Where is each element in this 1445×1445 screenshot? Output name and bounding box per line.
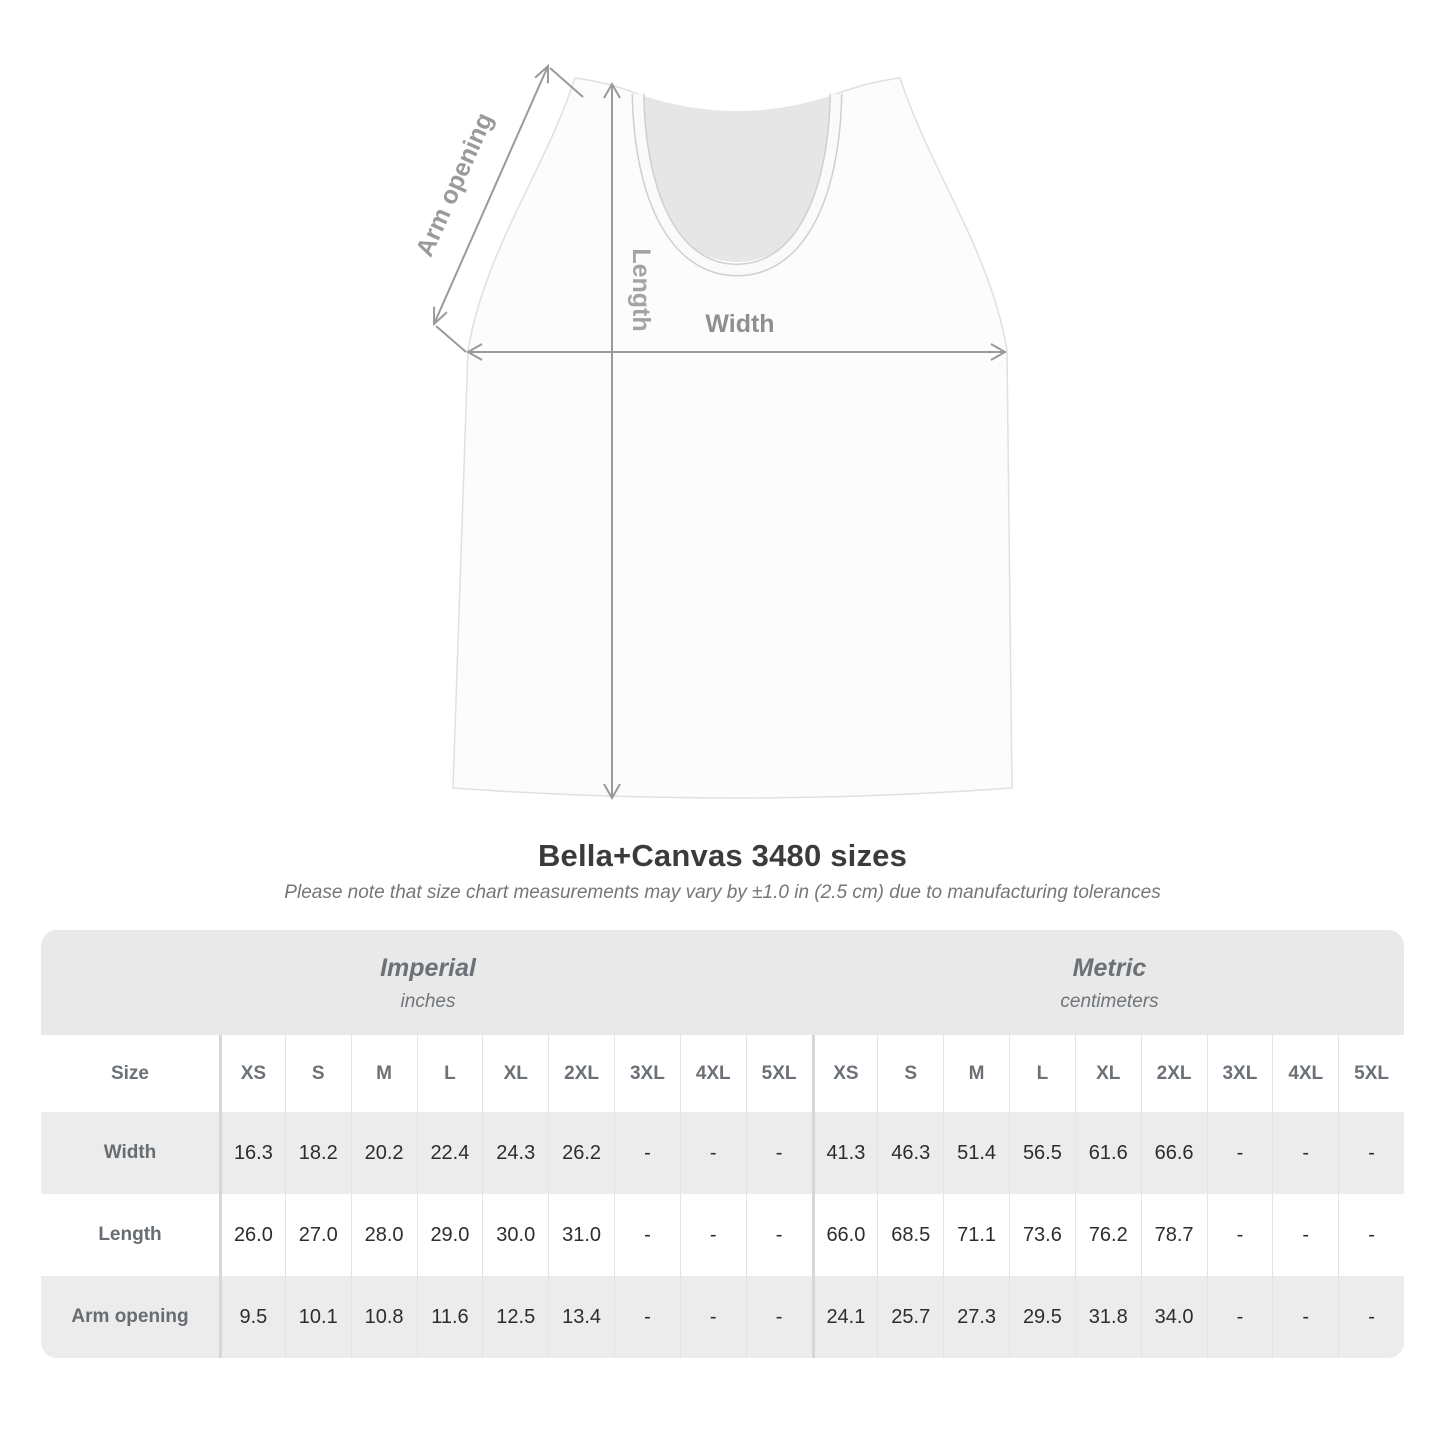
value-cell: -	[680, 1194, 746, 1276]
tolerance-note: Please note that size chart measurements may vary by ±1.0 in (2.5 cm) due to manufacturing tolerances	[284, 882, 1161, 903]
value-cell: -	[1207, 1112, 1273, 1194]
value-cell: 66.6	[1141, 1112, 1207, 1194]
row-label: Length	[41, 1194, 219, 1276]
value-cell: 10.1	[285, 1276, 351, 1358]
unit-band	[41, 930, 1404, 1035]
arm-opening-label: Arm opening	[410, 108, 499, 261]
value-cell: 11.6	[417, 1276, 483, 1358]
value-cell: 29.5	[1009, 1276, 1075, 1358]
size-grid	[41, 1035, 1404, 1358]
size-header-cell: M	[351, 1035, 417, 1112]
value-cell: -	[614, 1112, 680, 1194]
title-block	[0, 838, 1445, 904]
row-label: Arm opening	[41, 1276, 219, 1358]
value-cell: -	[1338, 1276, 1404, 1358]
value-cell: 10.8	[351, 1276, 417, 1358]
value-cell: -	[614, 1194, 680, 1276]
value-cell: 24.1	[812, 1276, 878, 1358]
metric-unit-label: centimeters	[1060, 991, 1159, 1012]
value-cell: 9.5	[219, 1276, 285, 1358]
metric-label: Metric	[1072, 954, 1147, 982]
value-cell: -	[1272, 1112, 1338, 1194]
size-header-cell: XL	[482, 1035, 548, 1112]
value-cell: 34.0	[1141, 1276, 1207, 1358]
value-cell: 68.5	[877, 1194, 943, 1276]
size-column-header: Size	[41, 1035, 219, 1112]
size-header-cell: XL	[1075, 1035, 1141, 1112]
value-cell: 31.8	[1075, 1276, 1141, 1358]
value-cell: 46.3	[877, 1112, 943, 1194]
size-header-cell: M	[943, 1035, 1009, 1112]
value-cell: -	[614, 1276, 680, 1358]
value-cell: 24.3	[482, 1112, 548, 1194]
value-cell: -	[1272, 1194, 1338, 1276]
size-header-cell: 3XL	[1207, 1035, 1273, 1112]
value-cell: 22.4	[417, 1112, 483, 1194]
value-cell: 28.0	[351, 1194, 417, 1276]
value-cell: 13.4	[548, 1276, 614, 1358]
imperial-unit-label: inches	[400, 991, 456, 1012]
imperial-label: Imperial	[380, 954, 476, 982]
imperial-group-header	[41, 954, 815, 1013]
length-label: Length	[627, 248, 655, 332]
size-header-cell: 2XL	[1141, 1035, 1207, 1112]
value-cell: -	[1338, 1112, 1404, 1194]
value-cell: 20.2	[351, 1112, 417, 1194]
value-cell: 31.0	[548, 1194, 614, 1276]
size-header-cell: 4XL	[680, 1035, 746, 1112]
value-cell: -	[746, 1194, 812, 1276]
value-cell: -	[746, 1276, 812, 1358]
value-cell: -	[1272, 1276, 1338, 1358]
page-title: Bella+Canvas 3480 sizes	[537, 838, 908, 873]
value-cell: 56.5	[1009, 1112, 1075, 1194]
value-cell: 16.3	[219, 1112, 285, 1194]
size-header-cell: 3XL	[614, 1035, 680, 1112]
value-cell: 18.2	[285, 1112, 351, 1194]
size-header-cell: L	[1009, 1035, 1075, 1112]
value-cell: -	[746, 1112, 812, 1194]
value-cell: 12.5	[482, 1276, 548, 1358]
size-table	[41, 930, 1404, 1358]
value-cell: 78.7	[1141, 1194, 1207, 1276]
value-cell: 25.7	[877, 1276, 943, 1358]
value-cell: 30.0	[482, 1194, 548, 1276]
size-header-cell: XS	[812, 1035, 878, 1112]
size-header-cell: 4XL	[1272, 1035, 1338, 1112]
size-header-cell: L	[417, 1035, 483, 1112]
value-cell: 41.3	[812, 1112, 878, 1194]
width-label: Width	[705, 310, 775, 338]
value-cell: 71.1	[943, 1194, 1009, 1276]
size-header-cell: 2XL	[548, 1035, 614, 1112]
value-cell: 51.4	[943, 1112, 1009, 1194]
value-cell: -	[1207, 1276, 1273, 1358]
size-header-cell: 5XL	[746, 1035, 812, 1112]
value-cell: -	[680, 1276, 746, 1358]
size-header-cell: S	[285, 1035, 351, 1112]
value-cell: 26.0	[219, 1194, 285, 1276]
value-cell: -	[1207, 1194, 1273, 1276]
value-cell: 26.2	[548, 1112, 614, 1194]
value-cell: 27.3	[943, 1276, 1009, 1358]
value-cell: 66.0	[812, 1194, 878, 1276]
value-cell: 27.0	[285, 1194, 351, 1276]
size-header-cell: 5XL	[1338, 1035, 1404, 1112]
metric-group-header	[815, 954, 1404, 1013]
size-header-cell: S	[877, 1035, 943, 1112]
value-cell: -	[680, 1112, 746, 1194]
value-cell: 73.6	[1009, 1194, 1075, 1276]
row-label: Width	[41, 1112, 219, 1194]
value-cell: -	[1338, 1194, 1404, 1276]
value-cell: 61.6	[1075, 1112, 1141, 1194]
value-cell: 29.0	[417, 1194, 483, 1276]
size-header-cell: XS	[219, 1035, 285, 1112]
value-cell: 76.2	[1075, 1194, 1141, 1276]
